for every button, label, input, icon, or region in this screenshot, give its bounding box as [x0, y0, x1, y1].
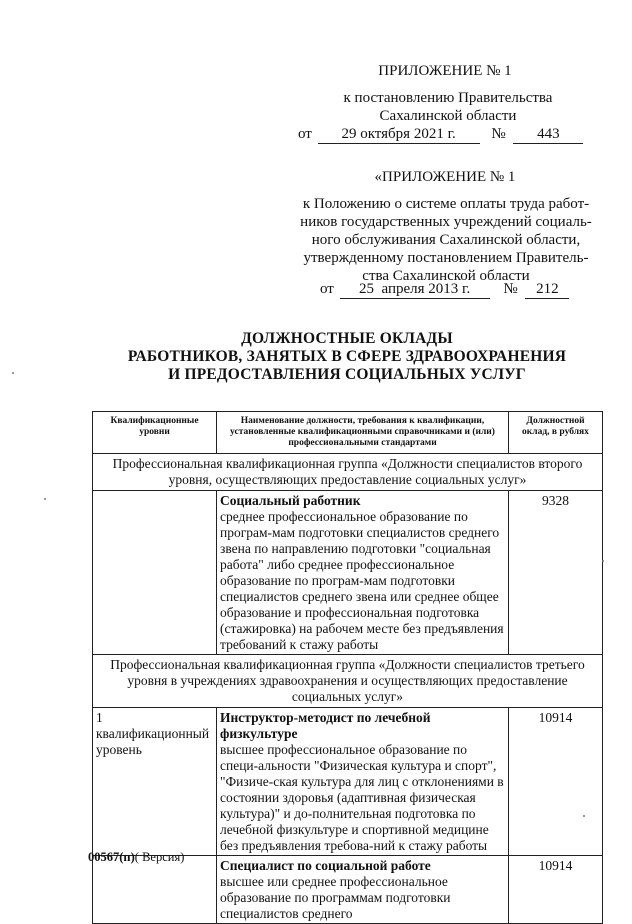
table-row [93, 708, 603, 856]
footer-code: 00567(п) [88, 850, 135, 864]
scan-speck [583, 815, 585, 817]
cell-level: 1 квалификационный уровень [93, 708, 217, 856]
appendix2-line: к Положению о системе оплаты труда работ- [302, 196, 590, 212]
appendix2-line: ного обслуживания Сахалинской области, [311, 232, 581, 248]
appendix2-number: 212 [525, 280, 569, 299]
appendix1-line1: к постановлению Правительства [343, 90, 553, 106]
group-row [93, 454, 603, 491]
appendix2-title: «ПРИЛОЖЕНИЕ № 1 [374, 169, 516, 185]
appendix1-line2: Сахалинской области [379, 108, 517, 124]
salary-table [92, 411, 603, 924]
cell-position [217, 856, 509, 924]
appendix1-date: 29 октября 2021 г. [318, 125, 480, 144]
position-name: Специалист по социальной работе [220, 858, 431, 873]
cell-salary: 10914 [509, 856, 603, 924]
appendix2-date: 25 апреля 2013 г. [340, 280, 490, 299]
position-requirements: среднее профессиональное образование по програм-мам подготовки специалистов среднего звена по направлению подготовки "социальная работа" либо среднее профессиональное образование по програм-мам подготовки специалистов среднего звена или среднее общее образование и профессиональная подготовка (стажировка) на рабочем месте без предъявления требований к стажу работы [220, 509, 504, 652]
table-header-row [93, 412, 603, 454]
appendix2-line: ства Сахалинской области [362, 268, 530, 284]
appendix2-line: ников государственных учреждений социаль- [300, 214, 592, 230]
appendix2-from-label: от [320, 281, 334, 297]
cell-position [217, 491, 509, 655]
document-heading [92, 330, 602, 384]
document-footer [88, 850, 184, 865]
header-levels: Квалификационные уровни [93, 412, 217, 454]
footer-version: ( Версия) [134, 850, 185, 864]
appendix2-line: утвержденному постановлением Правитель- [303, 250, 589, 266]
appendix1-num-label: № [491, 126, 506, 142]
appendix2-text [296, 195, 596, 285]
heading-line: ДОЛЖНОСТНЫЕ ОКЛАДЫ [241, 330, 453, 347]
cell-salary: 9328 [509, 491, 603, 655]
appendix1-from-label: от [298, 126, 312, 142]
position-requirements: высшее профессиональное образование по специ-альности "Физическая культура и спорт", "Физиче-ская культура для лиц с отклонениями в состоянии здоровья (адаптивная физическая культура)" и до-полнительная подготовка по лечебной физкультуре и спортивной медицине без предъявления требова-ний к стажу работы [220, 742, 504, 853]
table-row [93, 856, 603, 924]
appendix1-date-line [298, 125, 598, 144]
group-row [93, 655, 603, 708]
cell-level [93, 491, 217, 655]
cell-position [217, 708, 509, 856]
position-name: Инструктор-методист по лечебной физкультуре [220, 710, 431, 741]
cell-level [93, 856, 217, 924]
scan-speck [602, 560, 604, 562]
appendix1-title: ПРИЛОЖЕНИЕ № 1 [378, 63, 512, 79]
table-row [93, 491, 603, 655]
position-requirements: высшее или среднее профессиональное образование по программам подготовки специалистов среднего [220, 874, 451, 921]
heading-line: И ПРЕДОСТАВЛЕНИЯ СОЦИАЛЬНЫХ УСЛУГ [168, 366, 526, 383]
group-title: Профессиональная квалификационная группа «Должности специалистов третьего уровня в учреждениях здравоохранения и осуществляющих предоставление социальных услуг» [93, 655, 603, 708]
scan-speck [12, 372, 14, 374]
appendix2-date-line [320, 280, 600, 299]
position-name: Социальный работник [220, 493, 361, 508]
cell-salary: 10914 [509, 708, 603, 856]
group-title: Профессиональная квалификационная группа «Должности специалистов второго уровня, осуществляющих предоставление социальных услуг» [93, 454, 603, 491]
header-position: Наименование должности, требования к квалификации, установленные квалификационными справочниками и (или) профессиональными стандартами [217, 412, 509, 454]
header-salary: Должностной оклад, в рублях [509, 412, 603, 454]
appendix2-num-label: № [503, 281, 518, 297]
scan-speck [44, 498, 46, 500]
heading-line: РАБОТНИКОВ, ЗАНЯТЫХ В СФЕРЕ ЗДРАВООХРАНЕНИЯ [127, 348, 567, 365]
appendix1-number: 443 [513, 125, 583, 144]
